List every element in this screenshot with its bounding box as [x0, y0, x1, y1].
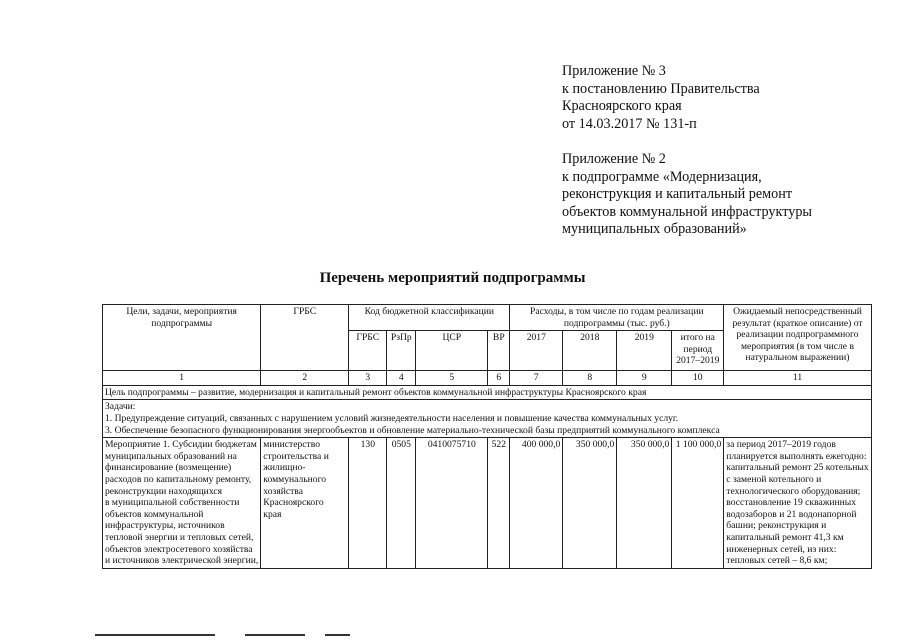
column-number: 4 [387, 371, 416, 386]
tasks-cell [103, 400, 872, 438]
approval-header [562, 63, 760, 133]
goal-text: Цель подпрограммы – развитие, модернизация и капитальный ремонт объектов коммунальной инфраструктуры Красноярского края [103, 385, 872, 400]
measure-total: 1 100 000,0 [672, 438, 724, 569]
scan-bottom-edge-marks [95, 634, 805, 637]
measure-result-line: технологического оборудования; [726, 485, 861, 497]
measure-name-line: расходов по капитальному ремонту, [105, 473, 252, 485]
appendix-header-line: объектов коммунальной инфраструктуры [562, 203, 812, 220]
measure-name [103, 438, 261, 569]
measure-result-line: планируется выполнять ежегодно: [726, 450, 867, 462]
measure-grbs-line: министерство [263, 439, 320, 451]
measure-name-line: финансирование (возмещение) [105, 462, 232, 474]
tasks-row [103, 400, 872, 438]
measure-name-line: инфраструктуры, источников [105, 520, 225, 532]
task-3: 3. Обеспечение безопасного функционирования энергообъектов и обновление материально-технической базы предприятий коммунального комплекса [105, 424, 720, 436]
measure-result-line: тепловых сетей – 8,6 км; [726, 555, 828, 567]
column-number: 2 [261, 371, 349, 386]
measure-name-line: и источников электрической энергии, [105, 555, 259, 567]
measure-2019: 350 000,0 [617, 438, 672, 569]
header-vr: ВР [488, 331, 510, 371]
column-number: 10 [672, 371, 724, 386]
document-title: Перечень мероприятий подпрограммы [319, 270, 586, 286]
header-total: итого на период 2017–2019 [672, 331, 724, 371]
tasks-label: Задачи: [105, 401, 136, 413]
column-number: 5 [416, 371, 488, 386]
header-rzpr: РзПр [387, 331, 416, 371]
measure-name-line: в муниципальной собственности [105, 497, 240, 509]
column-number: 6 [488, 371, 510, 386]
column-number: 9 [617, 371, 672, 386]
header-row [103, 305, 872, 331]
header-year-2019: 2019 [617, 331, 672, 371]
measures-table [102, 304, 872, 569]
approval-header-line: к постановлению Правительства [562, 80, 760, 97]
goal-row [103, 385, 872, 400]
column-number: 1 [103, 371, 261, 386]
measure-result-line: восстановление 19 скважинных [726, 497, 857, 509]
column-number: 7 [510, 371, 563, 386]
column-number: 3 [349, 371, 387, 386]
appendix-header-line: к подпрограмме «Модернизация, [562, 168, 762, 185]
measure-name-line: объектов электросетевого хозяйства [105, 543, 253, 555]
measure-result-line: капитальный ремонт 25 котельных [726, 462, 869, 474]
approval-header-line: Красноярского края [562, 98, 682, 114]
measure-result-line: капитальный ремонт 41,3 км [726, 531, 844, 543]
measure-row [103, 438, 872, 569]
measure-name-line: муниципальных образований на [105, 450, 237, 462]
measure-name-line: тепловой энергии и тепловых сетей, [105, 531, 254, 543]
header-expected-result: Ожидаемый непосредственный результат (краткое описание) от реализации подпрограммного мероприятия (в том числе в натуральном выражении) [724, 305, 871, 371]
measure-grbs-line: края [263, 508, 282, 520]
header-csr: ЦСР [416, 331, 488, 371]
measure-grbs-line: Красноярского [263, 497, 324, 509]
scan-mark [95, 634, 215, 636]
task-1: 1. Предупреждение ситуаций, связанных с нарушением условий жизнедеятельности населения и повышение качества коммунальных услуг. [105, 412, 679, 424]
column-number-row [103, 371, 872, 386]
header-grbs: ГРБС [261, 305, 349, 371]
appendix-header [562, 151, 812, 239]
column-number: 8 [563, 371, 617, 386]
column-number: 11 [724, 371, 871, 386]
measure-result-line: водозаборов и 21 водонапорной [726, 508, 857, 520]
measure-result [724, 438, 871, 569]
measure-grbs-code: 130 [349, 438, 387, 569]
measure-2018: 350 000,0 [563, 438, 617, 569]
measure-result-line: за период 2017–2019 годов [726, 439, 836, 451]
measure-name-line: объектов коммунальной [105, 508, 204, 520]
measure-name-line: Мероприятие 1. Субсидии бюджетам [105, 439, 257, 451]
header-budget-code: Код бюджетной классификации [349, 305, 510, 331]
approval-header-line: Приложение № 3 [562, 63, 666, 79]
measure-csr: 0410075710 [416, 438, 488, 569]
measure-result-line: инженерных сетей, из них: [726, 543, 837, 555]
header-expenses: Расходы, в том числе по годам реализации подпрограммы (тыс. руб.) [510, 305, 724, 331]
scan-mark [245, 634, 305, 636]
appendix-header-line: муниципальных образований» [562, 221, 747, 237]
measure-result-line: башни; реконструкция и [726, 520, 827, 532]
scan-mark [325, 634, 350, 636]
measure-grbs-line: жилищно- [263, 462, 306, 474]
measure-grbs [261, 438, 349, 569]
measure-name-line: реконструкции находящихся [105, 485, 223, 497]
header-goals: Цели, задачи, мероприятия подпрограммы [103, 305, 261, 371]
appendix-header-line: Приложение № 2 [562, 151, 666, 167]
measure-grbs-line: коммунального [263, 473, 327, 485]
approval-header-line: от 14.03.2017 № 131-п [562, 115, 697, 132]
measure-vr: 522 [488, 438, 510, 569]
appendix-header-line: реконструкция и капитальный ремонт [562, 186, 793, 202]
header-year-2018: 2018 [563, 331, 617, 371]
measure-2017: 400 000,0 [510, 438, 563, 569]
header-sub-grbs: ГРБС [349, 331, 387, 371]
measure-grbs-line: хозяйства [263, 485, 303, 497]
measure-grbs-line: строительства и [263, 450, 329, 462]
measure-result-line: с заменой котельного и [726, 473, 822, 485]
measure-rzpr: 0505 [387, 438, 416, 569]
header-year-2017: 2017 [510, 331, 563, 371]
